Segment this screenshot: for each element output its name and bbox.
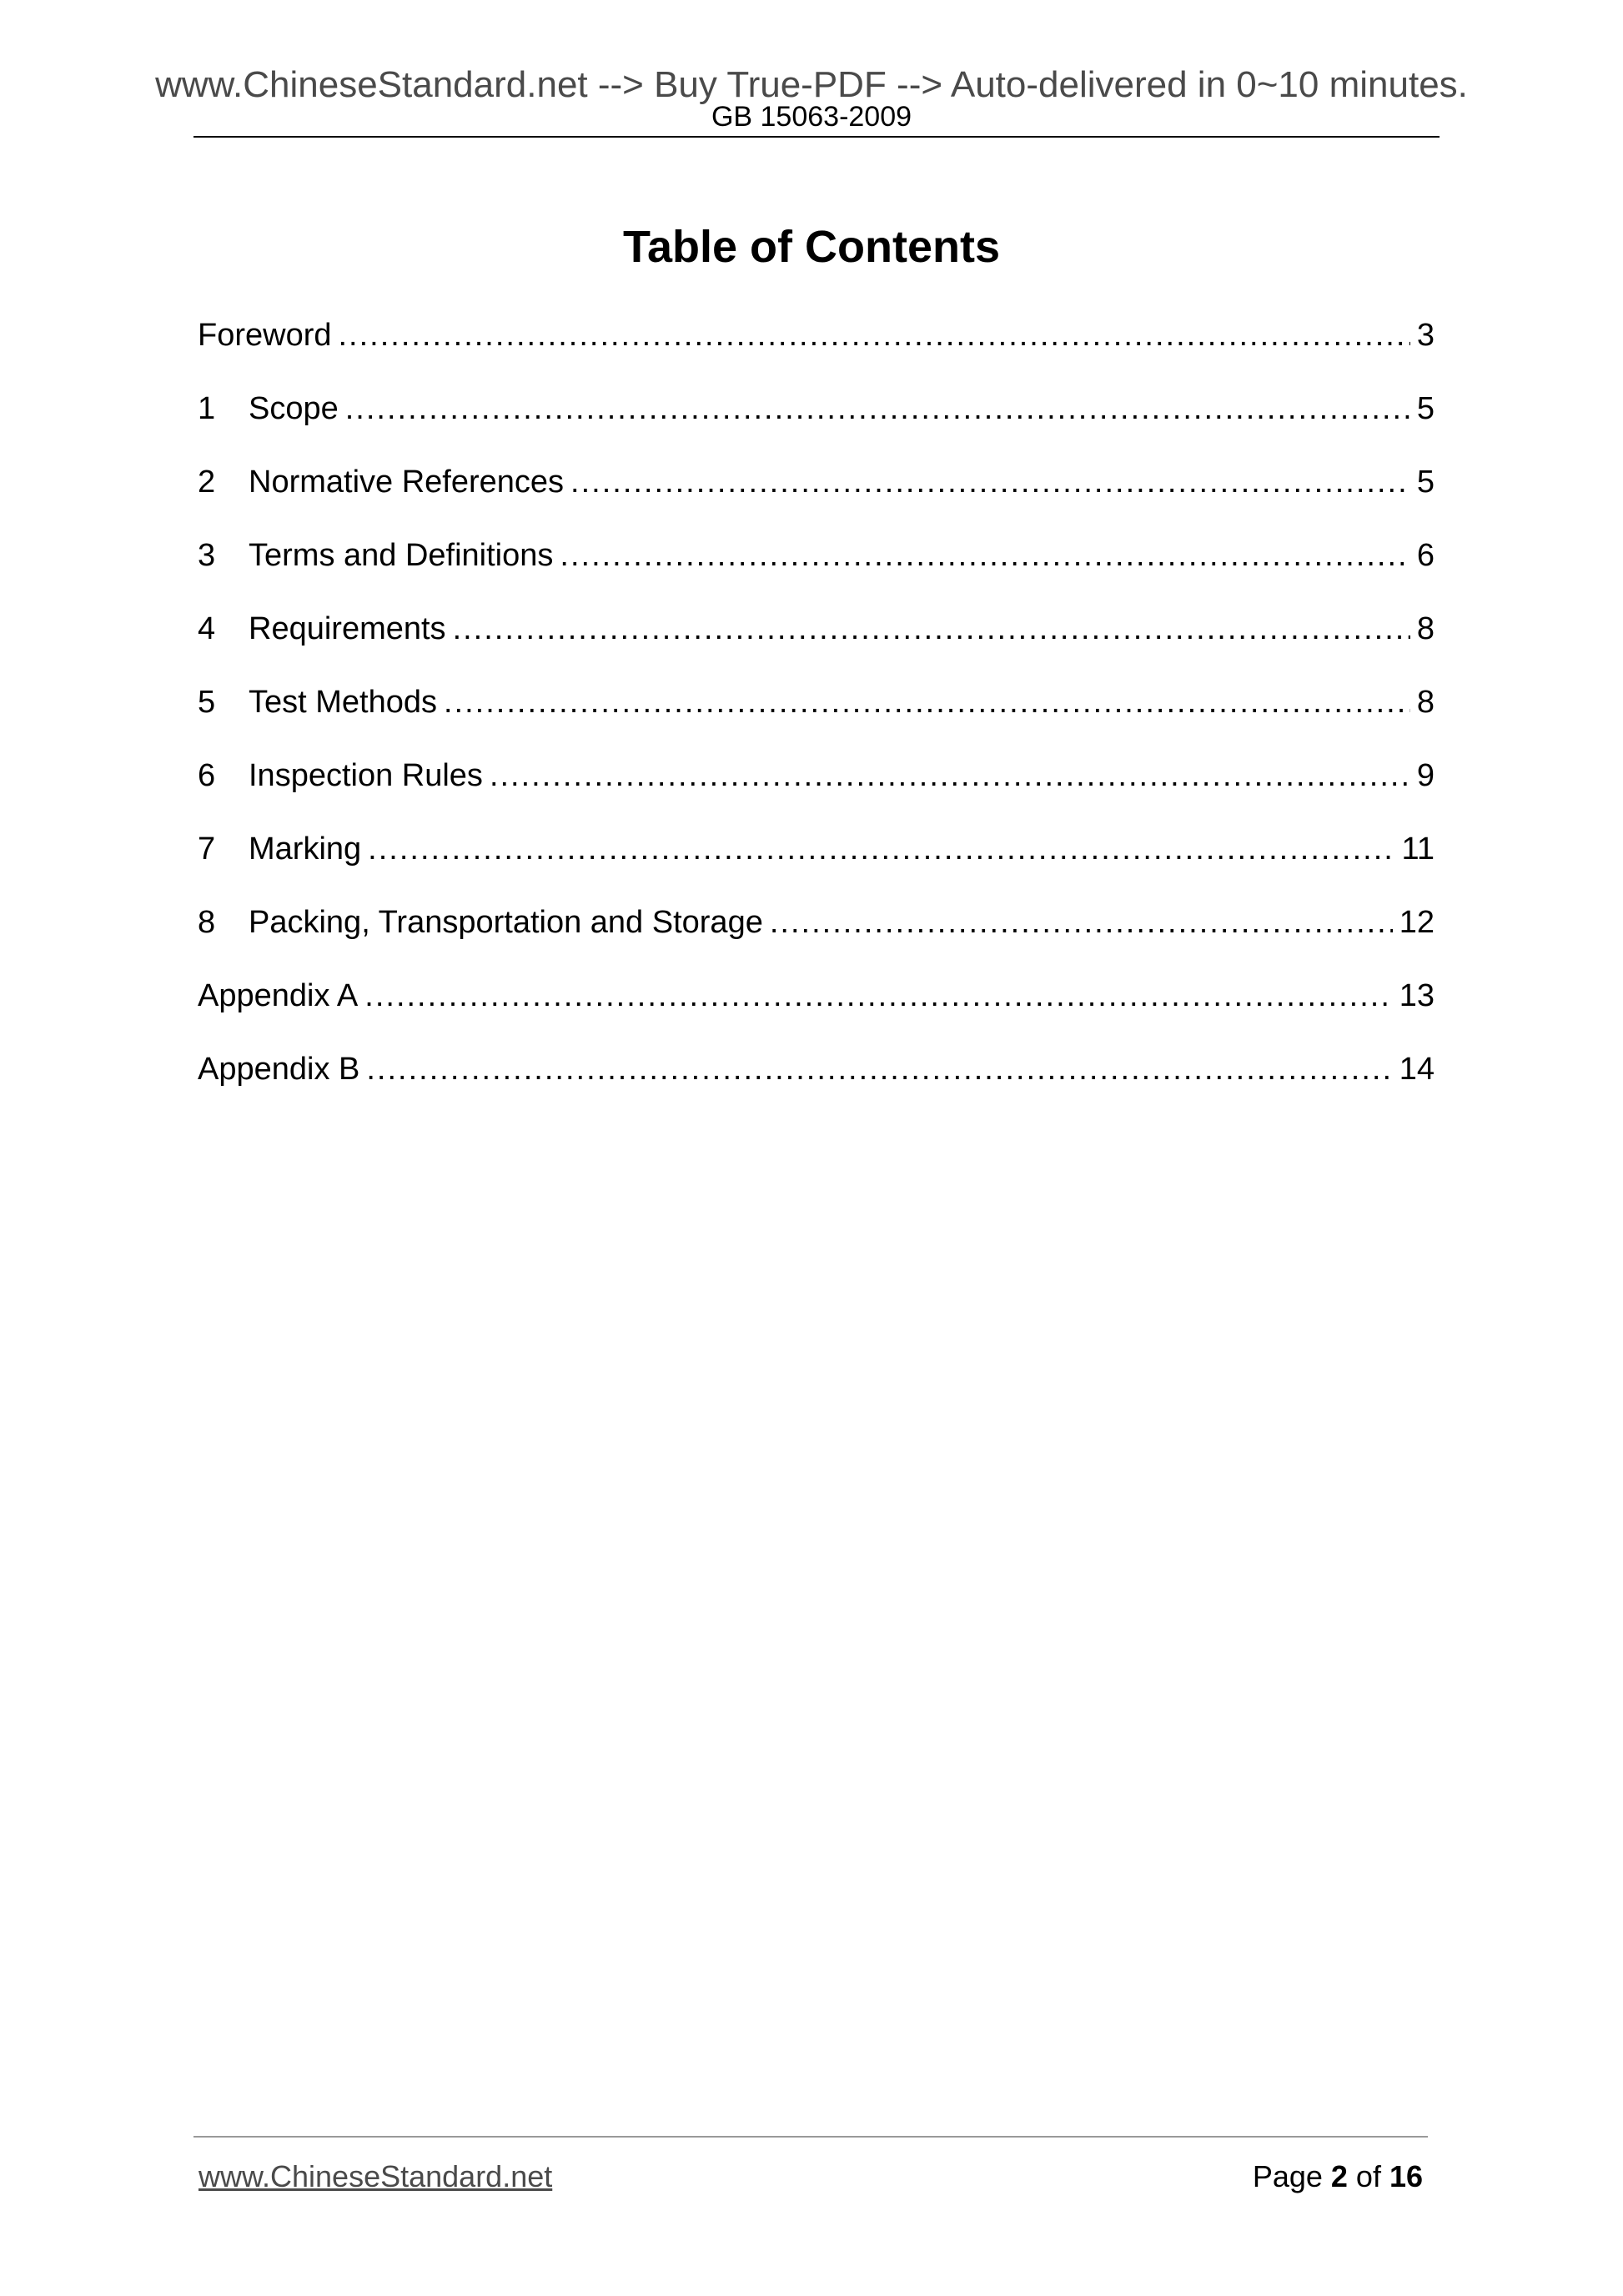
toc-entry-packing-transportation-storage[interactable] <box>198 897 1435 971</box>
toc-dot-leader <box>770 897 1393 947</box>
toc-entry-page: 13 <box>1399 978 1435 1013</box>
toc-dot-leader <box>490 751 1410 801</box>
toc-entry-scope[interactable] <box>198 384 1435 457</box>
footer-site-link[interactable]: www.ChineseStandard.net <box>198 2159 553 2193</box>
toc-entry-test-methods[interactable] <box>198 677 1435 751</box>
page-prefix: Page <box>1252 2159 1331 2193</box>
toc-entry-appendix-b[interactable] <box>198 1044 1435 1118</box>
toc-title: Table of Contents <box>623 222 1000 273</box>
toc-entry-number: 3 <box>198 538 216 573</box>
page-total: 16 <box>1389 2159 1423 2193</box>
toc-entry-page: 3 <box>1416 318 1435 353</box>
toc-entry-label: Requirements <box>249 611 446 646</box>
toc-entry-page: 6 <box>1416 538 1435 573</box>
toc-entry-page: 5 <box>1416 391 1435 426</box>
toc-entry-number: 8 <box>198 905 216 940</box>
page-separator: of <box>1347 2159 1389 2193</box>
header-banner: www.ChineseStandard.net --> Buy True-PDF --> Auto-delivered in 0~10 minutes. <box>155 64 1468 105</box>
toc-entry-label: Terms and Definitions <box>249 538 554 573</box>
toc-entry-page: 9 <box>1416 758 1435 793</box>
toc-dot-leader <box>364 971 1392 1021</box>
toc-dot-leader <box>339 310 1410 360</box>
toc-entry-page: 14 <box>1399 1052 1435 1087</box>
toc-dot-leader <box>345 384 1410 434</box>
toc-entry-label: Scope <box>249 391 339 426</box>
toc-entry-appendix-a[interactable] <box>198 971 1435 1044</box>
toc-dot-leader <box>444 677 1410 727</box>
toc-list <box>198 310 1435 1118</box>
toc-entry-number: 1 <box>198 391 216 426</box>
toc-entry-normative-references[interactable] <box>198 457 1435 530</box>
toc-entry-label: Marking <box>249 831 362 867</box>
toc-entry-number: 2 <box>198 465 216 500</box>
toc-dot-leader <box>560 530 1409 580</box>
toc-entry-page: 8 <box>1416 611 1435 646</box>
toc-entry-foreword[interactable] <box>198 310 1435 384</box>
toc-entry-label: Normative References <box>249 465 565 500</box>
toc-entry-requirements[interactable] <box>198 604 1435 677</box>
toc-entry-label: Appendix B <box>198 1052 360 1087</box>
footer-divider <box>193 2136 1428 2138</box>
toc-entry-number: 5 <box>198 685 216 720</box>
header-divider <box>193 136 1440 138</box>
toc-dot-leader <box>453 604 1410 654</box>
toc-entry-label: Foreword <box>198 318 332 353</box>
toc-entry-terms-and-definitions[interactable] <box>198 530 1435 604</box>
toc-entry-label: Appendix A <box>198 978 359 1013</box>
toc-entry-number: 7 <box>198 831 216 867</box>
toc-dot-leader <box>570 457 1410 507</box>
toc-entry-label: Test Methods <box>249 685 437 720</box>
toc-entry-page: 8 <box>1416 685 1435 720</box>
toc-dot-leader <box>366 1044 1392 1094</box>
toc-entry-page: 11 <box>1401 831 1435 867</box>
toc-dot-leader <box>368 824 1394 874</box>
page-current: 2 <box>1330 2159 1348 2193</box>
toc-entry-marking[interactable] <box>198 824 1435 897</box>
toc-entry-inspection-rules[interactable] <box>198 751 1435 824</box>
toc-entry-label: Inspection Rules <box>249 758 483 793</box>
toc-entry-page: 12 <box>1399 905 1435 940</box>
page-indicator <box>1253 2158 1423 2195</box>
toc-entry-page: 5 <box>1416 465 1435 500</box>
standard-code: GB 15063-2009 <box>711 101 912 133</box>
toc-entry-number: 4 <box>198 611 216 646</box>
toc-entry-number: 6 <box>198 758 216 793</box>
toc-entry-label: Packing, Transportation and Storage <box>249 905 763 940</box>
